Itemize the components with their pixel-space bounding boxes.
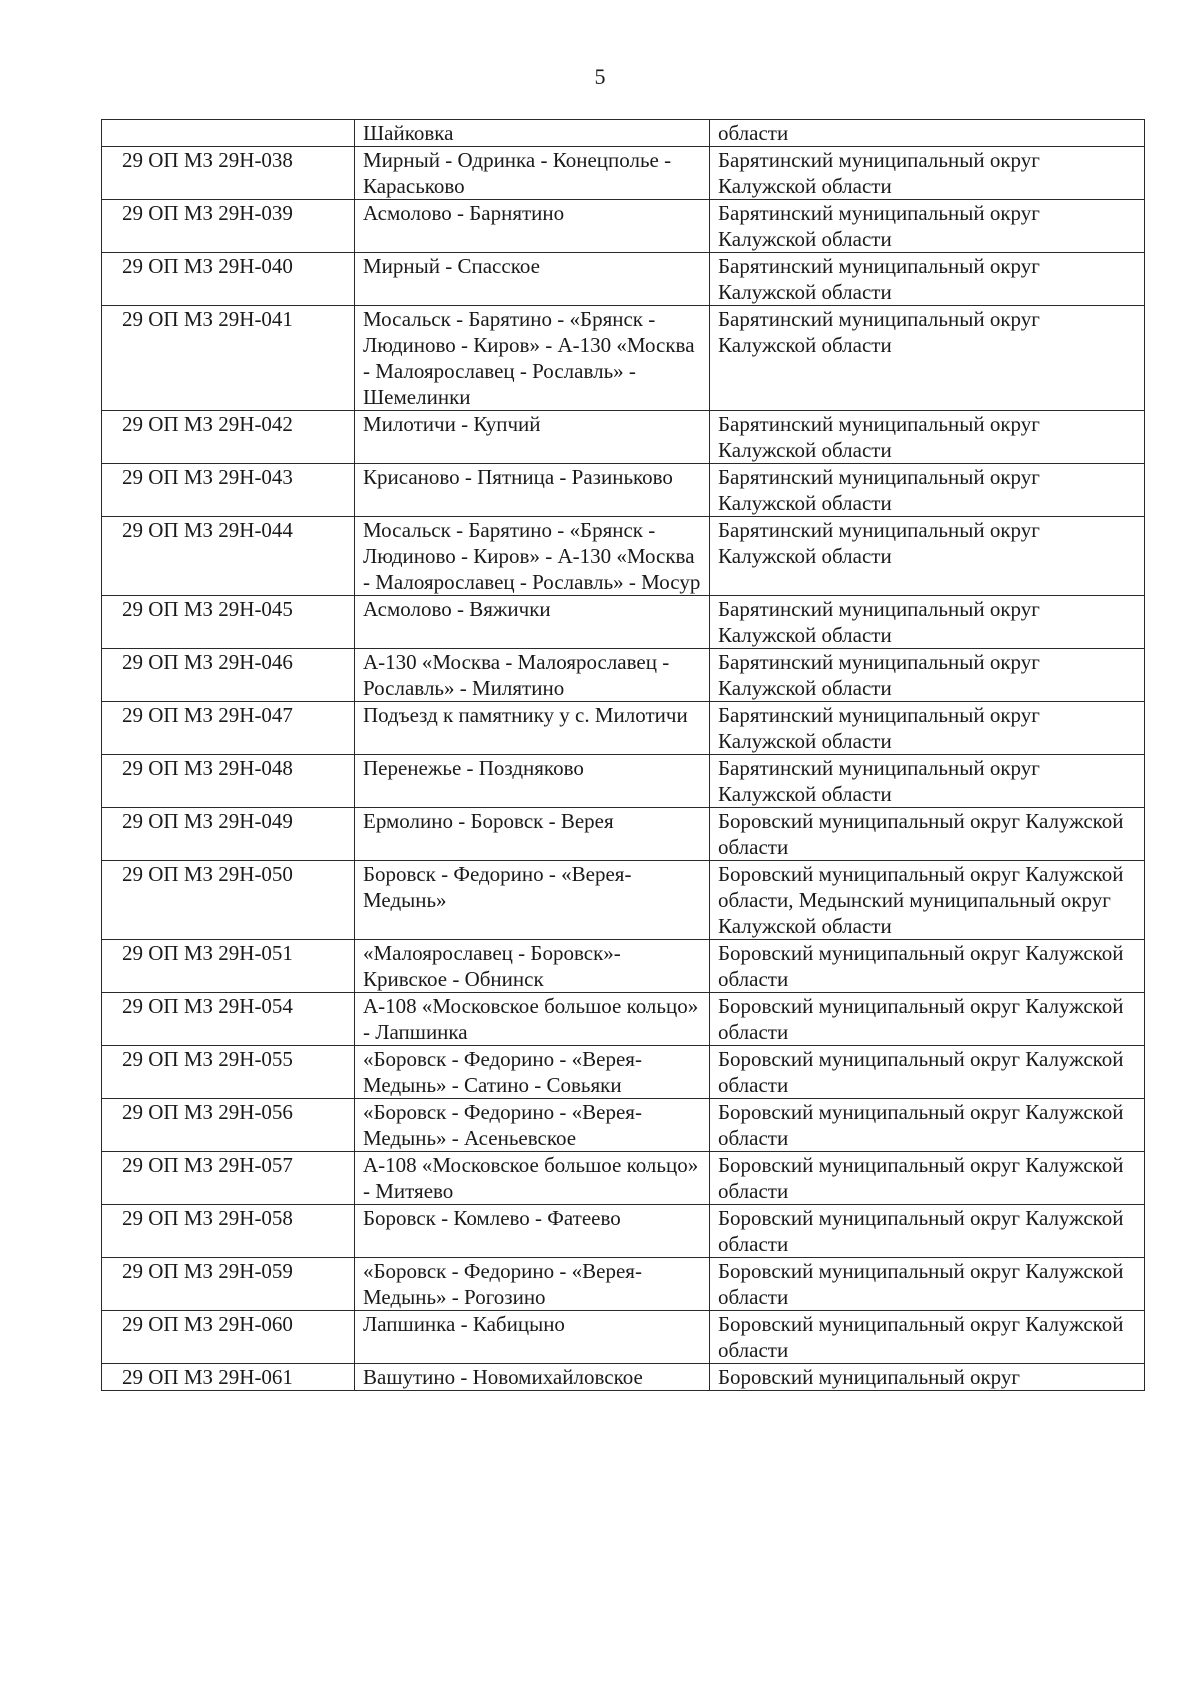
road-name-cell: А-108 «Московское большое кольцо» - Лапшинка	[355, 993, 710, 1046]
table-row	[102, 702, 1145, 755]
table-row	[102, 411, 1145, 464]
road-name-cell: Асмолово - Вяжички	[355, 596, 710, 649]
road-code-cell: 29 ОП МЗ 29Н-046	[102, 649, 355, 702]
road-code-cell: 29 ОП МЗ 29Н-056	[102, 1099, 355, 1152]
road-name-cell: Мирный - Одринка - Конецполье - Караськово	[355, 147, 710, 200]
road-code-cell: 29 ОП МЗ 29Н-057	[102, 1152, 355, 1205]
table-row	[102, 253, 1145, 306]
district-cell: Боровский муниципальный округ Калужской области	[710, 1205, 1145, 1258]
table-row	[102, 147, 1145, 200]
road-name-cell: «Боровск - Федорино - «Верея-Медынь» - Рогозино	[355, 1258, 710, 1311]
road-code-cell: 29 ОП МЗ 29Н-040	[102, 253, 355, 306]
district-cell: Барятинский муниципальный округ Калужской области	[710, 147, 1145, 200]
table-row	[102, 940, 1145, 993]
road-name-cell: Мосальск - Барятино - «Брянск - Людиново - Киров» - А-130 «Москва - Малоярославец - Рославль» - Шемелинки	[355, 306, 710, 411]
page-number: 5	[594, 64, 606, 89]
district-cell: Боровский муниципальный округ Калужской области, Медынский муниципальный округ Калужской области	[710, 861, 1145, 940]
roads-table	[101, 119, 1145, 1391]
table-row	[102, 755, 1145, 808]
district-cell: Барятинский муниципальный округ Калужской области	[710, 253, 1145, 306]
road-code-cell: 29 ОП МЗ 29Н-041	[102, 306, 355, 411]
table-row	[102, 120, 1145, 147]
district-cell: Боровский муниципальный округ Калужской области	[710, 1099, 1145, 1152]
district-cell: Барятинский муниципальный округ Калужской области	[710, 702, 1145, 755]
road-name-cell: Ермолино - Боровск - Верея	[355, 808, 710, 861]
road-name-cell: Подъезд к памятнику у с. Милотичи	[355, 702, 710, 755]
district-cell: Боровский муниципальный округ Калужской области	[710, 808, 1145, 861]
district-cell: Боровский муниципальный округ Калужской области	[710, 1046, 1145, 1099]
road-code-cell: 29 ОП МЗ 29Н-038	[102, 147, 355, 200]
table-row	[102, 1205, 1145, 1258]
table-row	[102, 1152, 1145, 1205]
district-cell: Боровский муниципальный округ Калужской области	[710, 1152, 1145, 1205]
road-name-cell: Перенежье - Поздняково	[355, 755, 710, 808]
district-cell: Барятинский муниципальный округ Калужской области	[710, 200, 1145, 253]
table-row	[102, 464, 1145, 517]
district-cell: Боровский муниципальный округ	[710, 1364, 1145, 1391]
table-row	[102, 1099, 1145, 1152]
road-code-cell: 29 ОП МЗ 29Н-051	[102, 940, 355, 993]
road-code-cell: 29 ОП МЗ 29Н-043	[102, 464, 355, 517]
road-code-cell: 29 ОП МЗ 29Н-058	[102, 1205, 355, 1258]
district-cell: Боровский муниципальный округ Калужской области	[710, 993, 1145, 1046]
road-name-cell: Мирный - Спасское	[355, 253, 710, 306]
table-row	[102, 517, 1145, 596]
road-name-cell: Асмолово - Барнятино	[355, 200, 710, 253]
table-row	[102, 596, 1145, 649]
district-cell: Барятинский муниципальный округ Калужской области	[710, 755, 1145, 808]
road-name-cell: А-108 «Московское большое кольцо» - Митяево	[355, 1152, 710, 1205]
district-cell: Барятинский муниципальный округ Калужской области	[710, 464, 1145, 517]
table-row	[102, 808, 1145, 861]
district-cell: Боровский муниципальный округ Калужской области	[710, 1258, 1145, 1311]
district-cell: области	[710, 120, 1145, 147]
table-row	[102, 306, 1145, 411]
table-row	[102, 1046, 1145, 1099]
table-row	[102, 993, 1145, 1046]
road-name-cell: «Боровск - Федорино - «Верея-Медынь» - Сатино - Совьяки	[355, 1046, 710, 1099]
district-cell: Барятинский муниципальный округ Калужской области	[710, 596, 1145, 649]
district-cell: Боровский муниципальный округ Калужской области	[710, 1311, 1145, 1364]
road-code-cell: 29 ОП МЗ 29Н-047	[102, 702, 355, 755]
road-code-cell: 29 ОП МЗ 29Н-059	[102, 1258, 355, 1311]
road-code-cell: 29 ОП МЗ 29Н-054	[102, 993, 355, 1046]
roads-table-body	[102, 120, 1145, 1391]
road-name-cell: «Малоярославец - Боровск»-Кривское - Обнинск	[355, 940, 710, 993]
road-name-cell: Шайковка	[355, 120, 710, 147]
road-code-cell: 29 ОП МЗ 29Н-039	[102, 200, 355, 253]
table-row	[102, 1311, 1145, 1364]
district-cell: Барятинский муниципальный округ Калужской области	[710, 411, 1145, 464]
table-row	[102, 1364, 1145, 1391]
road-code-cell: 29 ОП МЗ 29Н-048	[102, 755, 355, 808]
road-code-cell: 29 ОП МЗ 29Н-044	[102, 517, 355, 596]
district-cell: Барятинский муниципальный округ Калужской области	[710, 517, 1145, 596]
road-name-cell: Боровск - Комлево - Фатеево	[355, 1205, 710, 1258]
road-name-cell: Вашутино - Новомихайловское	[355, 1364, 710, 1391]
table-row	[102, 649, 1145, 702]
road-code-cell: 29 ОП МЗ 29Н-050	[102, 861, 355, 940]
road-code-cell: 29 ОП МЗ 29Н-049	[102, 808, 355, 861]
road-name-cell: Боровск - Федорино - «Верея-Медынь»	[355, 861, 710, 940]
table-row	[102, 1258, 1145, 1311]
district-cell: Барятинский муниципальный округ Калужской области	[710, 649, 1145, 702]
district-cell: Барятинский муниципальный округ Калужской области	[710, 306, 1145, 411]
road-name-cell: А-130 «Москва - Малоярославец - Рославль» - Милятино	[355, 649, 710, 702]
road-code-cell: 29 ОП МЗ 29Н-042	[102, 411, 355, 464]
road-name-cell: «Боровск - Федорино - «Верея-Медынь» - Асеньевское	[355, 1099, 710, 1152]
table-row	[102, 200, 1145, 253]
road-code-cell: 29 ОП МЗ 29Н-061	[102, 1364, 355, 1391]
road-code-cell: 29 ОП МЗ 29Н-045	[102, 596, 355, 649]
road-name-cell: Милотичи - Купчий	[355, 411, 710, 464]
table-row	[102, 861, 1145, 940]
road-name-cell: Крисаново - Пятница - Разиньково	[355, 464, 710, 517]
road-code-cell: 29 ОП МЗ 29Н-060	[102, 1311, 355, 1364]
road-name-cell: Мосальск - Барятино - «Брянск - Людиново - Киров» - А-130 «Москва - Малоярославец - Рославль» - Мосур	[355, 517, 710, 596]
road-name-cell: Лапшинка - Кабицыно	[355, 1311, 710, 1364]
road-code-cell	[102, 120, 355, 147]
road-code-cell: 29 ОП МЗ 29Н-055	[102, 1046, 355, 1099]
district-cell: Боровский муниципальный округ Калужской области	[710, 940, 1145, 993]
